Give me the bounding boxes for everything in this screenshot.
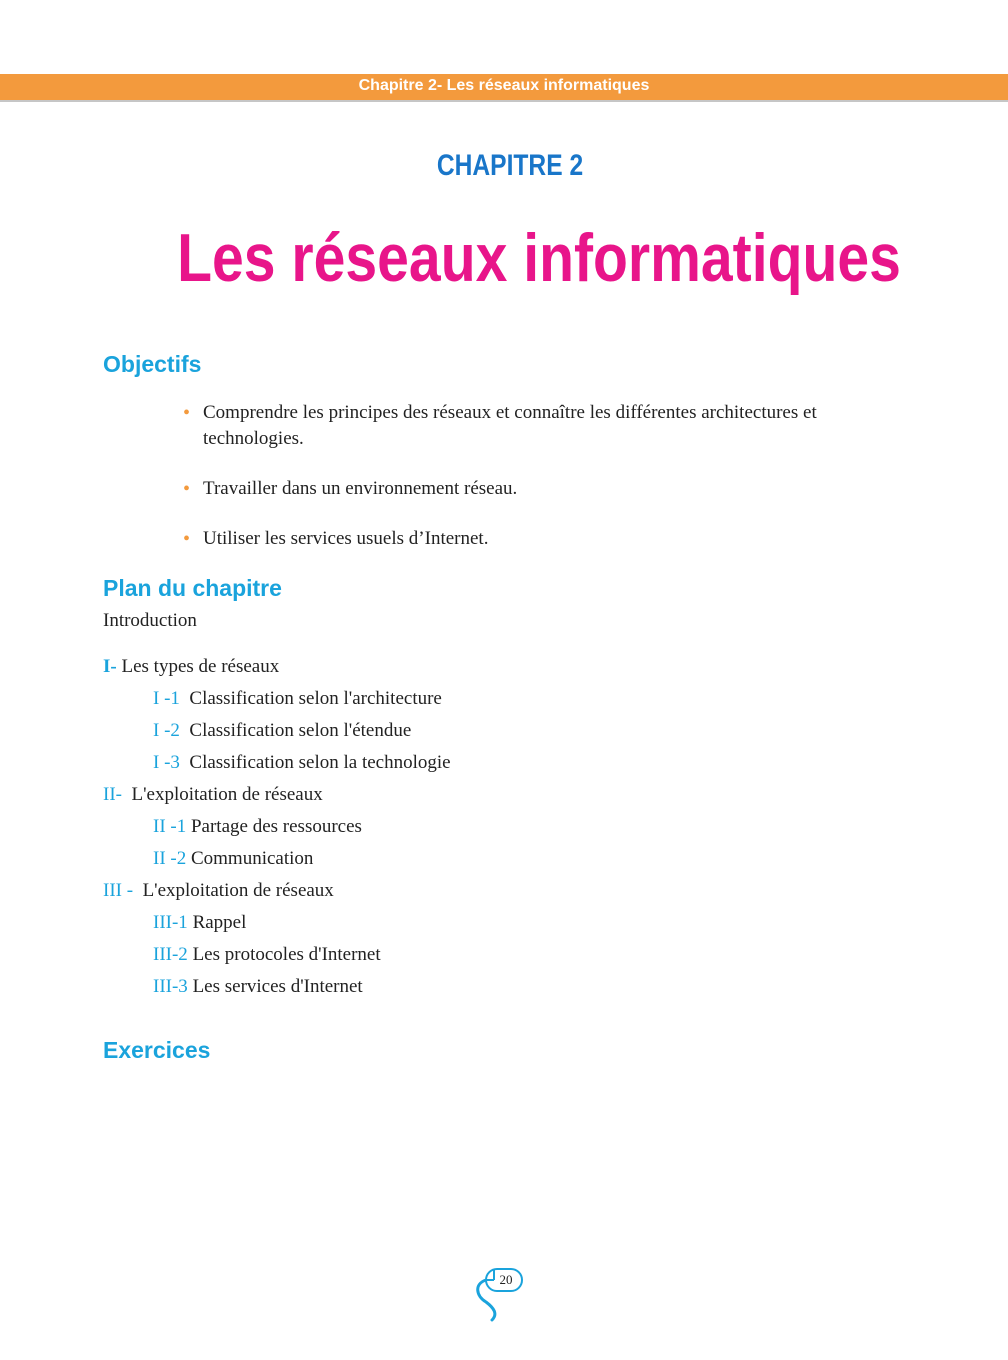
bullet-icon: • [183,528,191,550]
plan-section [103,655,279,679]
objective-item [183,526,913,552]
subsection-number: III-2 [153,944,188,965]
page-number-text: 20 [499,1272,513,1287]
running-header-title: Chapitre 2- Les réseaux informatiques [358,77,650,94]
exercises-heading: Exercices [103,1037,211,1063]
chapter-title: Les réseaux informatiques [177,220,901,296]
section-title: Les types de réseaux [121,656,280,677]
objective-text: Travailler dans un environnement réseau. [203,478,518,499]
subsection-title: Partage des ressources [190,816,362,837]
subsection-title: Communication [190,848,314,869]
running-header [0,74,1008,102]
plan-subsection [153,975,363,999]
plan-subsection [153,847,313,871]
section-number: III - [103,880,134,901]
bullet-icon: • [183,478,191,500]
subsection-number: I -2 [153,720,180,741]
page-number [472,1266,528,1322]
subsection-title: Classification selon la technologie [189,752,451,773]
plan-section [103,879,334,903]
section-number: II- [103,784,122,805]
plan-subsection [153,751,451,775]
bullet-icon: • [183,402,191,424]
subsection-number: II -2 [153,848,187,869]
subsection-title: Les protocoles d'Internet [192,944,381,965]
objectives-heading: Objectifs [103,351,202,377]
chapter-kicker: CHAPITRE 2 [436,149,584,182]
objective-item [183,476,913,502]
plan-heading: Plan du chapitre [103,575,282,601]
plan-subsection [153,943,381,967]
section-title: L'exploitation de réseaux [131,784,323,805]
section-title: L'exploitation de réseaux [142,880,334,901]
plan-introduction: Introduction [103,610,197,631]
subsection-title: Classification selon l'architecture [189,688,442,709]
subsection-title: Classification selon l'étendue [189,720,412,741]
subsection-title: Les services d'Internet [192,976,363,997]
subsection-number: III-1 [153,912,188,933]
plan-subsection [153,719,411,743]
section-number: I- [103,656,117,677]
plan-subsection [153,687,442,711]
subsection-number: I -3 [153,752,180,773]
objective-item [183,400,913,452]
plan-section [103,783,323,807]
subsection-title: Rappel [192,912,247,933]
plan-subsection [153,815,362,839]
subsection-number: III-3 [153,976,188,997]
subsection-number: II -1 [153,816,187,837]
objective-text: Utiliser les services usuels d’Internet. [203,528,489,549]
subsection-number: I -1 [153,688,180,709]
plan-subsection [153,911,246,935]
objective-text: Comprendre les principes des réseaux et connaître les différentes architectures et technologies. [203,402,817,449]
